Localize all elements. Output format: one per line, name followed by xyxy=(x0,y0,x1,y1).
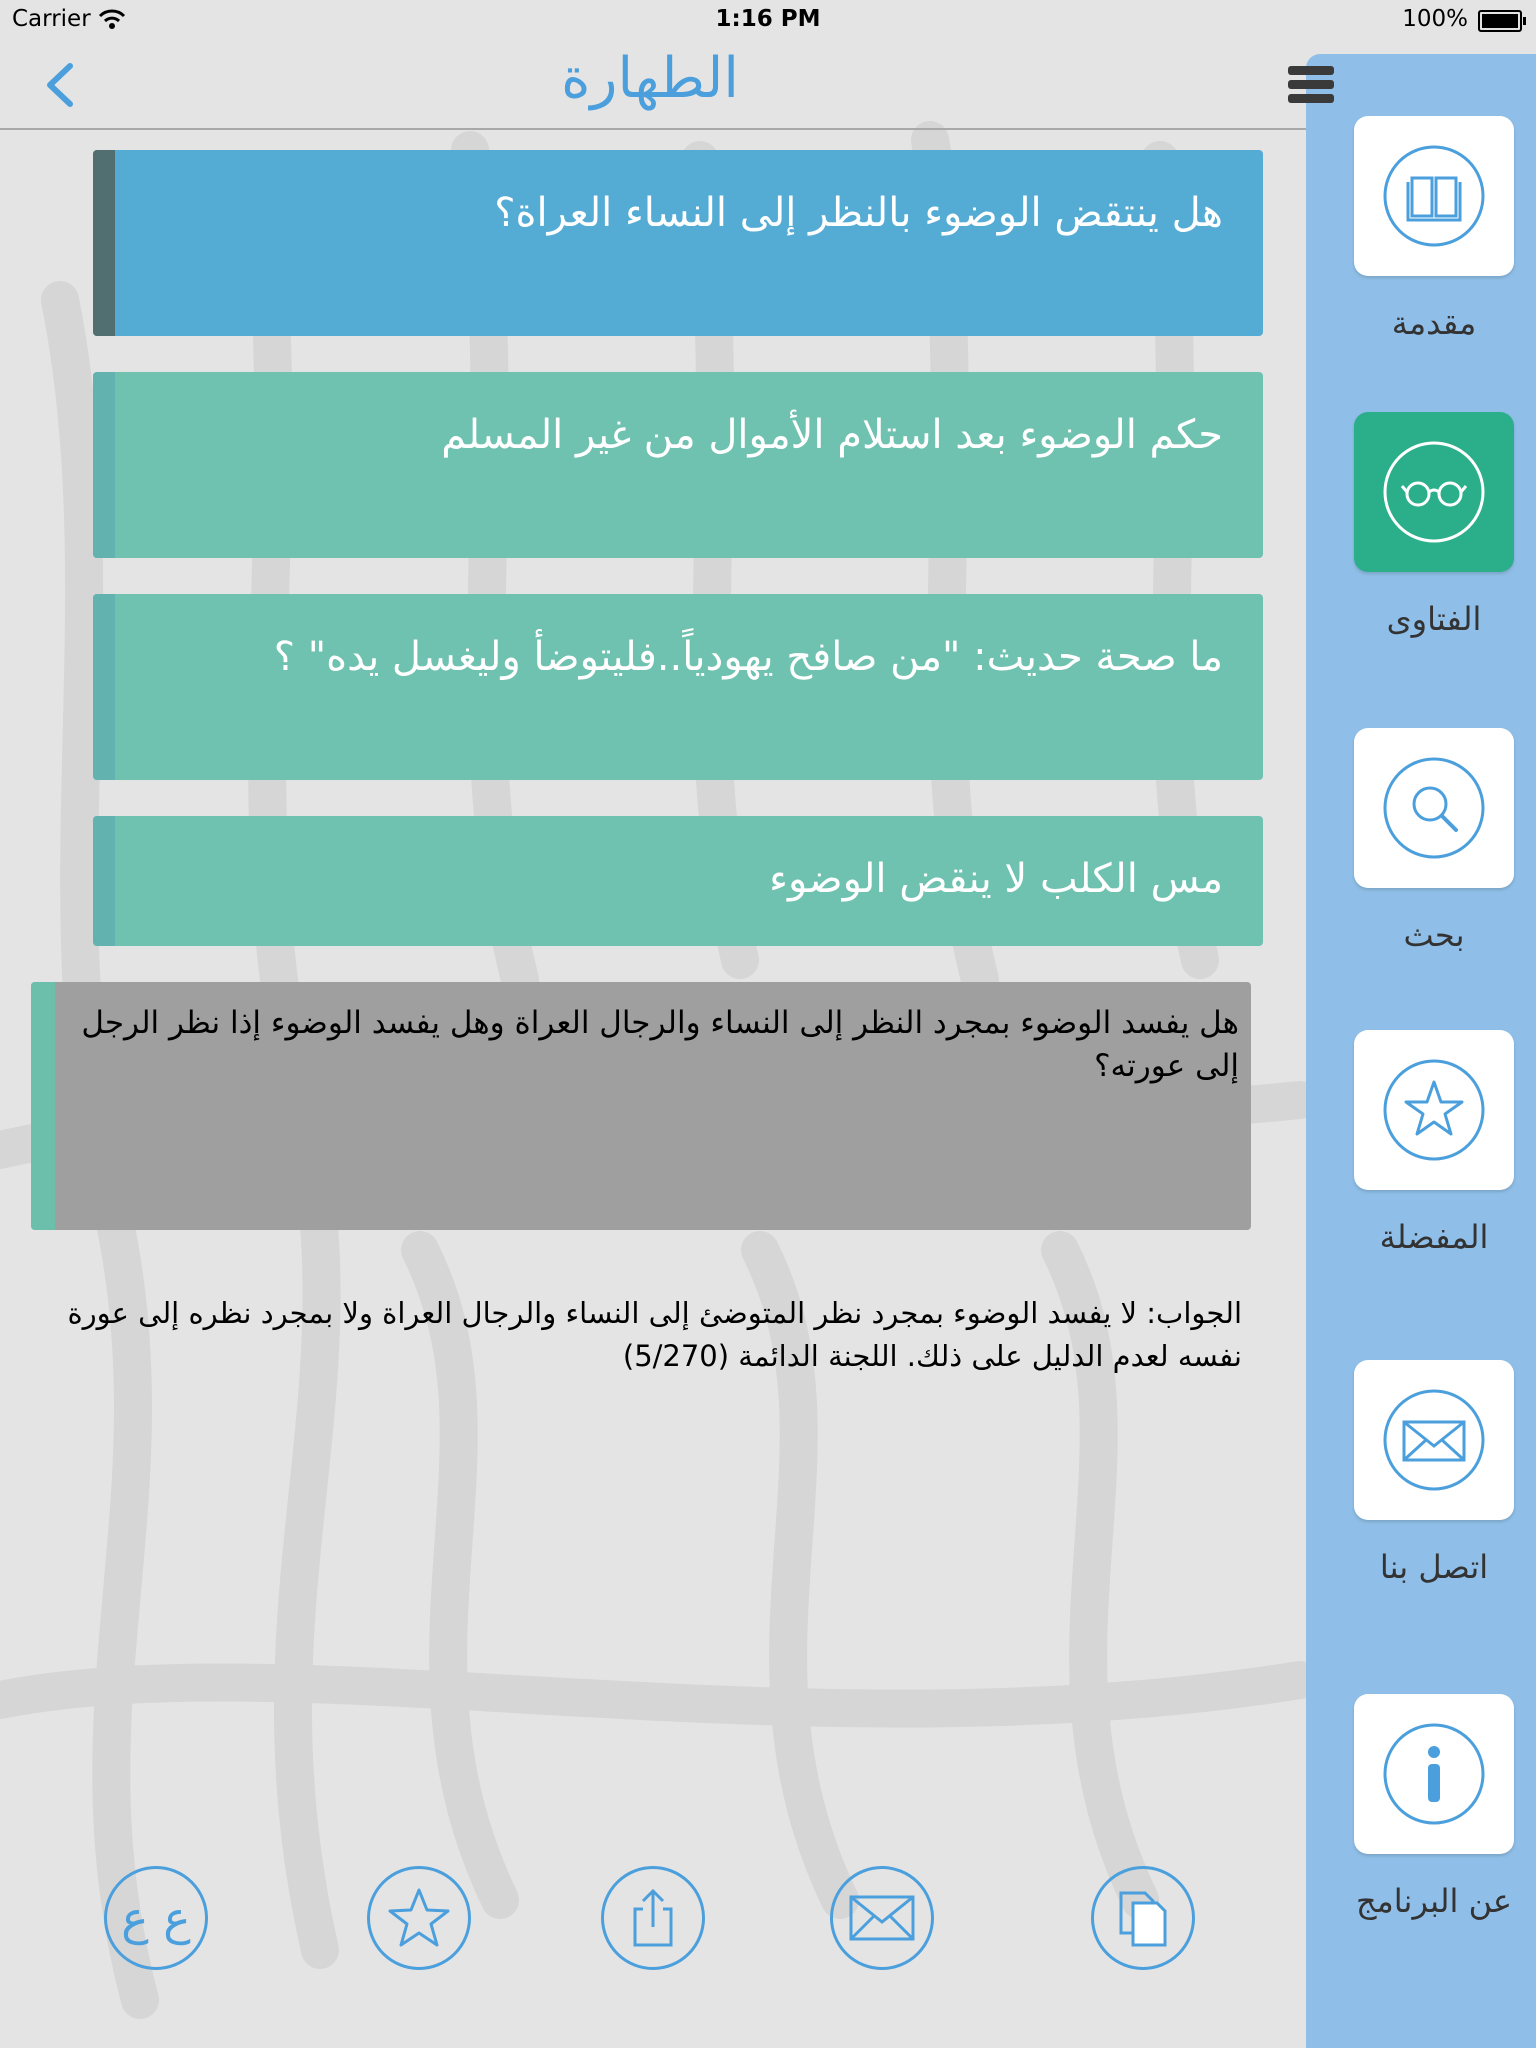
fatwa-answer-text: الجواب: لا يفسد الوضوء بمجرد نظر المتوضئ إلى النساء والرجال العراة ولا بمجرد نظره إلى عورة نفسه لعدم الدليل على ذلك. اللجنة الدائمة (5/270) xyxy=(67,1296,1242,1373)
star-icon xyxy=(386,1885,452,1951)
question-text: حكم الوضوء بعد استلام الأموال من غير المسلم xyxy=(441,412,1223,458)
sidebar-item-contact[interactable] xyxy=(1354,1360,1514,1586)
question-card[interactable] xyxy=(93,594,1263,780)
navigation-bar xyxy=(0,40,1306,130)
chevron-left-icon xyxy=(36,60,86,110)
font-size-button[interactable] xyxy=(104,1866,208,1970)
search-icon xyxy=(1382,756,1486,860)
question-text: ما صحة حديث: "من صافح يهودياً..فليتوضأ وليغسل يده" ؟ xyxy=(273,634,1223,680)
hamburger-icon xyxy=(1288,66,1334,75)
card-accent xyxy=(93,816,115,946)
card-accent xyxy=(93,150,115,336)
card-accent xyxy=(93,372,115,558)
sidebar-item-fatwas[interactable] xyxy=(1354,412,1514,638)
info-icon xyxy=(1382,1722,1486,1826)
question-card[interactable] xyxy=(93,150,1263,336)
sidebar-label: اتصل بنا xyxy=(1379,1548,1489,1586)
panel-accent xyxy=(31,982,55,1230)
sidebar-tile[interactable] xyxy=(1354,1030,1514,1190)
carrier-label: Carrier xyxy=(12,6,91,32)
battery-percentage: 100% xyxy=(1402,6,1468,32)
sidebar-tile[interactable] xyxy=(1354,1360,1514,1520)
sidebar-label: بحث xyxy=(1403,916,1465,954)
fatwa-question-text: هل يفسد الوضوء بمجرد النظر إلى النساء والرجال العراة وهل يفسد الوضوء إذا نظر الرجل إلى عورته؟ xyxy=(81,1005,1239,1084)
battery-icon xyxy=(1478,10,1522,32)
question-card[interactable] xyxy=(93,372,1263,558)
fatwa-question-panel xyxy=(31,982,1251,1230)
mail-icon xyxy=(848,1894,916,1942)
back-button[interactable] xyxy=(36,60,86,110)
side-menu xyxy=(1306,54,1536,2048)
mail-icon xyxy=(1382,1388,1486,1492)
sidebar-label: عن البرنامج xyxy=(1355,1882,1513,1920)
card-accent xyxy=(93,594,115,780)
copy-icon xyxy=(1115,1887,1171,1949)
sidebar-tile[interactable] xyxy=(1354,728,1514,888)
sidebar-label: المفضلة xyxy=(1379,1218,1489,1256)
question-text: مس الكلب لا ينقض الوضوء xyxy=(769,856,1223,902)
sidebar-item-introduction[interactable] xyxy=(1354,116,1514,342)
sidebar-item-about[interactable] xyxy=(1354,1694,1514,1920)
favorite-button[interactable] xyxy=(367,1866,471,1970)
sidebar-tile[interactable] xyxy=(1354,1694,1514,1854)
sidebar-tile[interactable] xyxy=(1354,116,1514,276)
sidebar-item-favorites[interactable] xyxy=(1354,1030,1514,1256)
email-button[interactable] xyxy=(830,1866,934,1970)
menu-button[interactable] xyxy=(1288,66,1338,116)
status-bar xyxy=(0,0,1536,40)
page-title: الطهارة xyxy=(561,46,739,111)
share-button[interactable] xyxy=(601,1866,705,1970)
share-icon xyxy=(625,1887,681,1949)
copy-button[interactable] xyxy=(1091,1866,1195,1970)
sidebar-label: الفتاوى xyxy=(1386,600,1482,638)
glasses-icon xyxy=(1382,440,1486,544)
font-size-icon: ع ع xyxy=(121,1891,191,1945)
sidebar-tile[interactable] xyxy=(1354,412,1514,572)
status-time: 1:16 PM xyxy=(715,6,821,32)
star-icon xyxy=(1382,1058,1486,1162)
question-text: هل ينتقض الوضوء بالنظر إلى النساء العراة؟ xyxy=(494,190,1223,236)
question-card[interactable] xyxy=(93,816,1263,946)
sidebar-item-search[interactable] xyxy=(1354,728,1514,954)
sidebar-label: مقدمة xyxy=(1391,304,1477,342)
book-icon xyxy=(1382,144,1486,248)
